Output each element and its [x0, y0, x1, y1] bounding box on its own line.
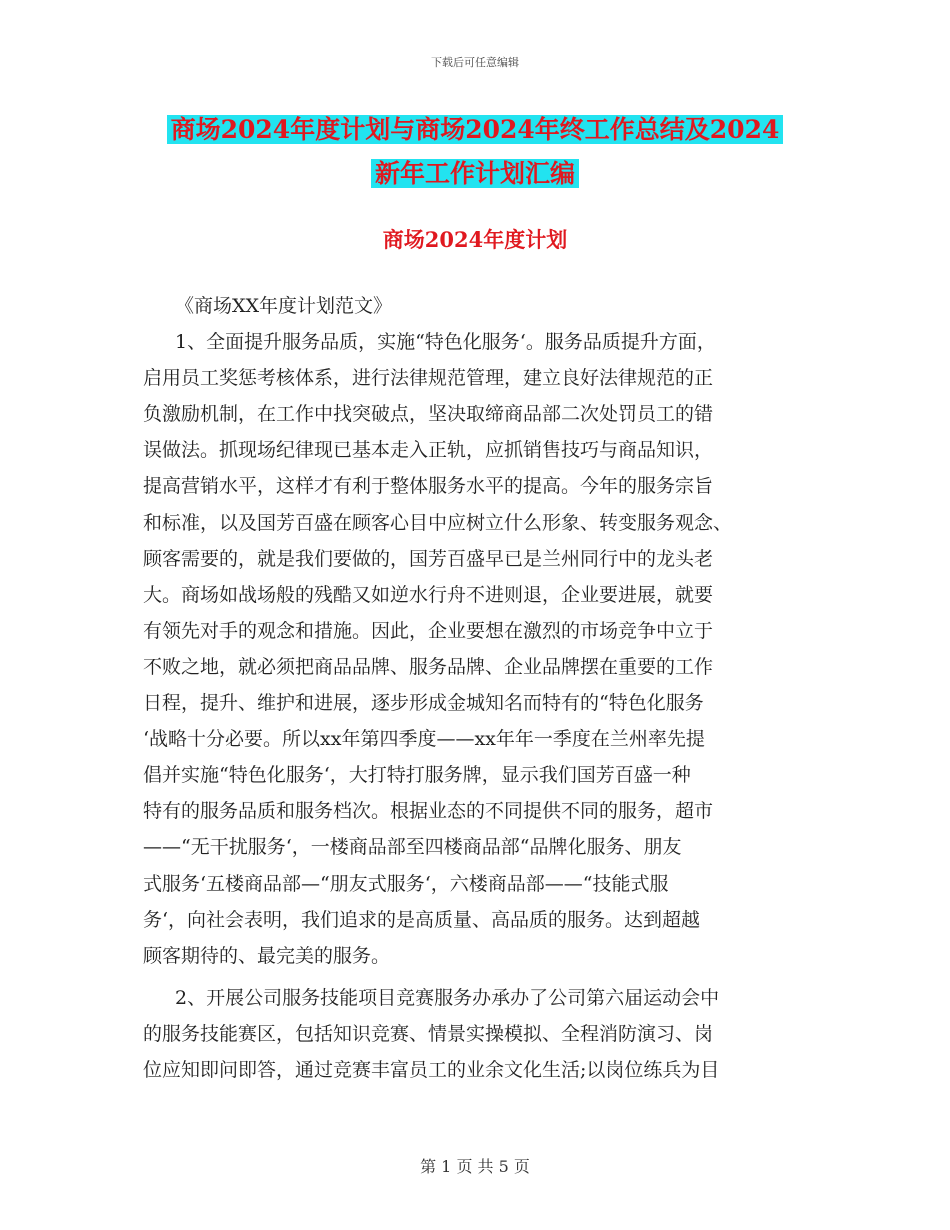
paragraph-2 — [143, 980, 813, 1088]
text-line: 1、全面提升服务品质，实施“特色化服务‘。服务品质提升方面， — [175, 331, 716, 354]
title-text-1: 商场2024年度计划与商场2024年终工作总结及2024 — [167, 115, 784, 144]
text-line: 2、开展公司服务技能项目竞赛服务办承办了公司第六届运动会中 — [175, 986, 720, 1009]
text-line: 大。商场如战场般的残酷又如逆水行舟不进则退，企业要进展，就要 — [143, 583, 714, 606]
text-line: 有领先对手的观念和措施。因此，企业要想在激烈的市场竞争中立于 — [143, 619, 714, 642]
document-title-line-2 — [0, 156, 950, 192]
text-line: ‘战略十分必要。所以xx年第四季度——xx年年一季度在兰州率先提 — [143, 728, 705, 751]
text-line: 务‘，向社会表明，我们追求的是高质量、高品质的服务。达到超越 — [143, 908, 701, 931]
title-text-2: 新年工作计划汇编 — [371, 159, 579, 188]
text-line: 不败之地，就必须把商品品牌、服务品牌、企业品牌摆在重要的工作 — [143, 655, 714, 678]
text-line: 位应知即问即答，通过竞赛丰富员工的业余文化生活;以岗位练兵为目 — [143, 1058, 720, 1081]
section-title: 商场2024年度计划 — [382, 227, 568, 252]
text-line: 顾客需要的，就是我们要做的，国芳百盛早已是兰州同行中的龙头老 — [143, 547, 714, 570]
text-line: 式服务‘五楼商品部—“朋友式服务‘，六楼商品部——“技能式服 — [143, 872, 669, 895]
section-heading: 《商场XX年度计划范文》 — [175, 295, 393, 317]
text-line: 负激励机制，在工作中找突破点，坚决取缔商品部二次处罚员工的错 — [143, 403, 714, 426]
text-line: 日程，提升、维护和进展，逐步形成金城知名而特有的“特色化服务 — [143, 692, 704, 715]
page-header: 下载后可任意编辑 — [431, 56, 519, 69]
text-line: 顾客期待的、最完美的服务。 — [143, 944, 391, 967]
text-line: 提高营销水平，这样才有利于整体服务水平的提高。今年的服务宗旨 — [143, 475, 714, 498]
document-body — [143, 288, 813, 1088]
text-line: 启用员工奖惩考核体系，进行法律规范管理，建立良好法律规范的正 — [143, 367, 714, 390]
text-line: 和标准，以及国芳百盛在顾客心目中应树立什么形象、转变服务观念、 — [143, 511, 733, 534]
text-line: 误做法。抓现场纪律现已基本走入正轨，应抓销售技巧与商品知识， — [143, 439, 714, 462]
text-line: 的服务技能赛区，包括知识竞赛、情景实操模拟、全程消防演习、岗 — [143, 1022, 714, 1045]
text-line: 倡并实施“特色化服务‘，大打特打服务牌，显示我们国芳百盛一种 — [143, 764, 691, 787]
text-line: ——“无干扰服务‘，一楼商品部至四楼商品部“品牌化服务、朋友 — [143, 836, 682, 859]
document-title-line-1 — [0, 112, 950, 148]
paragraph-1 — [143, 324, 813, 974]
text-line: 特有的服务品质和服务档次。根据业态的不同提供不同的服务，超市 — [143, 800, 714, 823]
page-number: 第 1 页 共 5 页 — [420, 1157, 530, 1176]
